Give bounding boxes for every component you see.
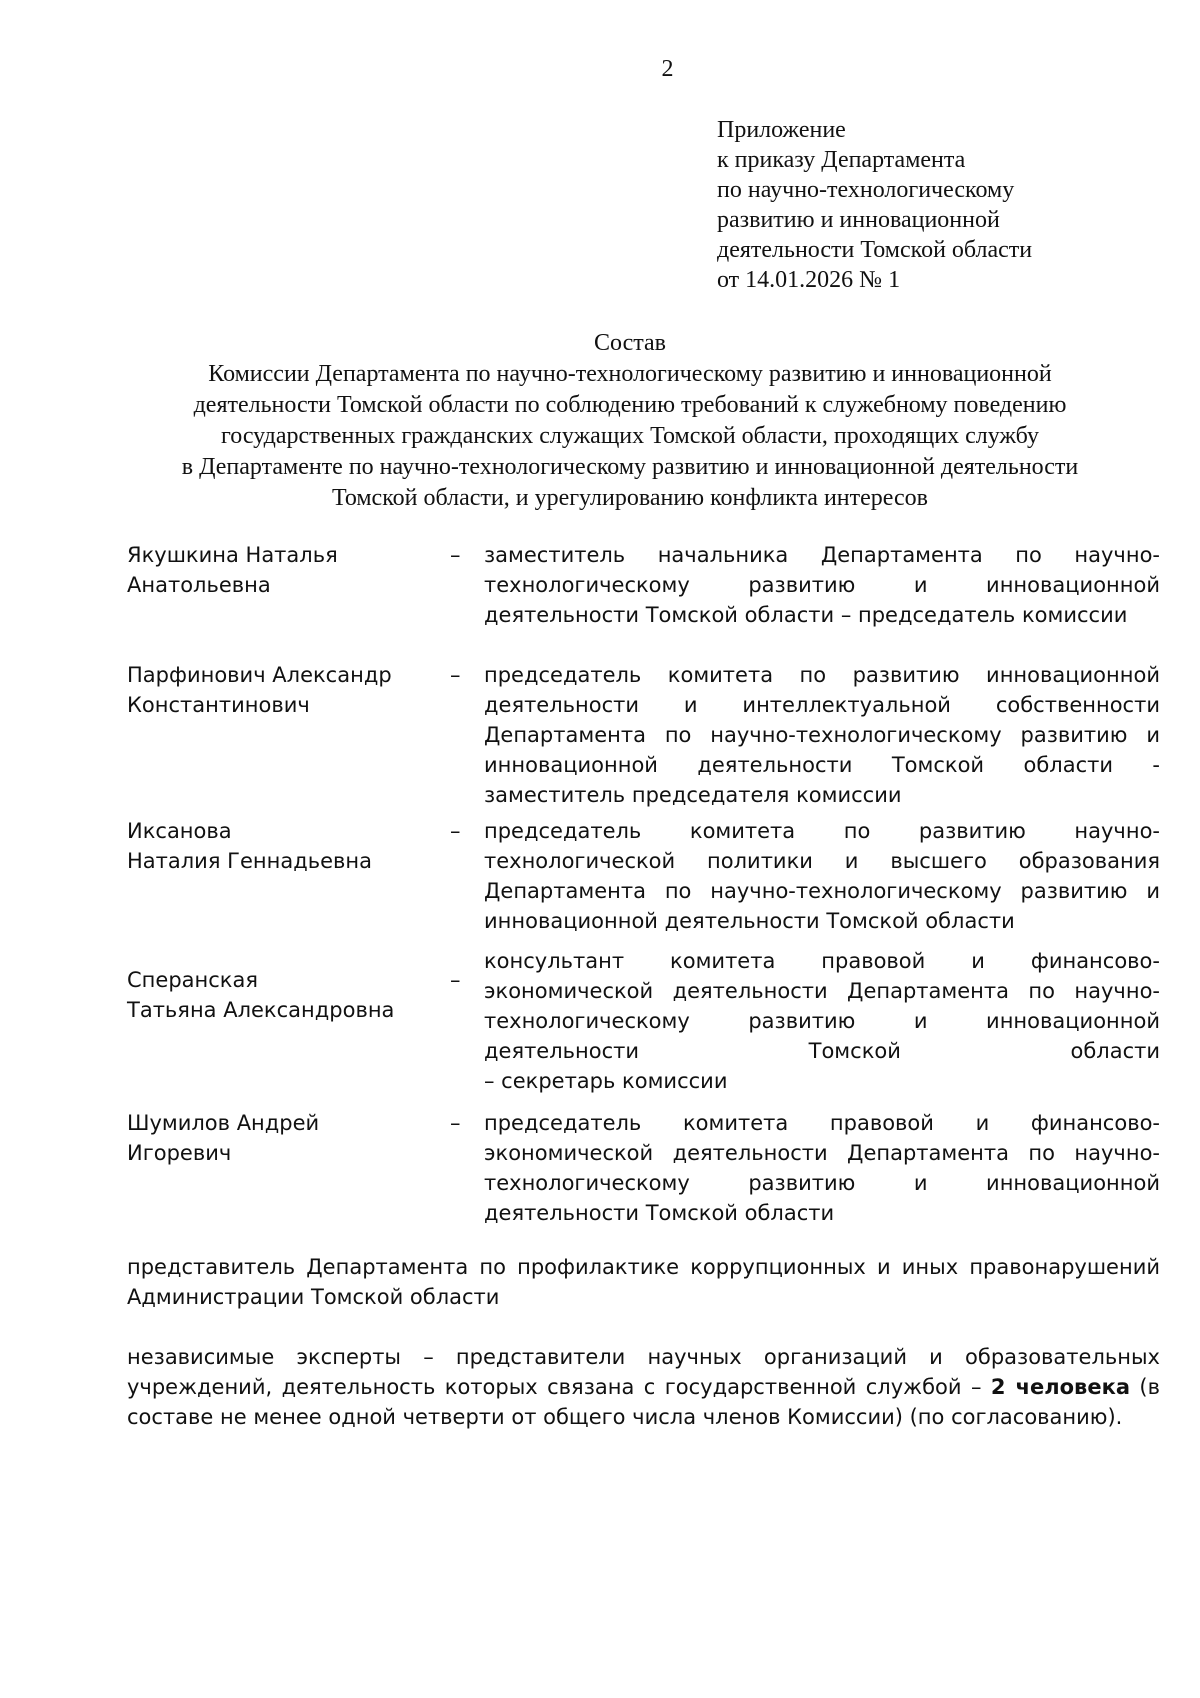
member-name (127, 946, 450, 1025)
appendix-line: к приказу Департамента (717, 147, 966, 173)
appendix-line: развитию и инновационной (717, 207, 1000, 233)
member-role: председатель комитета по развитию инновационной деятельности и интеллектуальной собственности Департамента по научно-технологическому развитию и инновационной деятельности Томской области - заместитель председателя комиссии (484, 663, 1160, 807)
member-name-line: Татьяна Александровна (127, 998, 395, 1022)
member-name (127, 816, 450, 876)
member-role: заместитель начальника Департамента по научно-технологическому развитию и инновационной деятельности Томской области – председатель комиссии (484, 543, 1160, 627)
member-name-line: Константинович (127, 693, 310, 717)
member-row (127, 540, 1160, 630)
member-dash: – (450, 543, 461, 567)
member-name (127, 1108, 450, 1168)
member-name-line: Парфинович Александр (127, 663, 392, 687)
additional-members (127, 1252, 1160, 1432)
title-line: деятельности Томской области по соблюдению требований к служебному поведению (193, 392, 1067, 418)
member-name-line: Наталия Геннадьевна (127, 849, 372, 873)
title-line: Томской области, и урегулированию конфликта интересов (331, 485, 929, 511)
members-list (127, 540, 1160, 1228)
page-number: 2 (661, 56, 674, 82)
appendix-line: деятельности Томской области (717, 237, 1033, 263)
appendix-line: Приложение (717, 117, 846, 143)
experts-note: (в составе не менее одной четверти от общего числа членов Комиссии) (по согласованию). (127, 1375, 1160, 1429)
member-row (127, 816, 1160, 936)
member-name-line: Якушкина Наталья (127, 543, 338, 567)
member-role (484, 946, 1160, 1096)
member-name (127, 540, 450, 600)
experts-text: независимые эксперты – представители научных организаций и образовательных учреждений, деятельность которых связана с государственной службой – (127, 1345, 1160, 1399)
member-role: председатель комитета по развитию научно-технологической политики и высшего образования Департамента по научно-технологическому развитию и инновационной деятельности Томской области (484, 819, 1160, 933)
title-line: государственных гражданских служащих Томской области, проходящих службу (221, 423, 1039, 449)
member-name-line: Иксанова (127, 819, 232, 843)
appendix-block (717, 115, 1032, 295)
member-row (127, 660, 1160, 810)
member-dash: – (450, 819, 461, 843)
member-row (127, 946, 1160, 1096)
experts-count: 2 человека (990, 1375, 1130, 1399)
representative-paragraph: представитель Департамента по профилактике коррупционных и иных правонарушений Администрации Томской области (127, 1255, 1160, 1309)
title-line: Комиссии Департамента по научно-технологическому развитию и инновационной (208, 361, 1052, 387)
member-name-line: Анатольевна (127, 573, 271, 597)
title-line: в Департаменте по научно-технологическому развитию и инновационной деятельности (181, 454, 1079, 480)
member-name-line: Игоревич (127, 1141, 232, 1165)
member-role: председатель комитета правовой и финансово-экономической деятельности Департамента по научно-технологическому развитию и инновационной деятельности Томской области (484, 1111, 1160, 1225)
title-heading: Состав (593, 330, 667, 356)
member-role-tail: – секретарь комиссии (484, 1069, 728, 1093)
member-row (127, 1108, 1160, 1228)
member-role-text: консультант комитета правовой и финансово-экономической деятельности Департамента по научно-технологическому развитию и инновационной деятельности Томской области (484, 949, 1160, 1063)
experts-paragraph (127, 1342, 1160, 1432)
member-name (127, 660, 450, 720)
member-dash: – (450, 968, 461, 992)
member-dash: – (450, 663, 461, 687)
member-name-line: Шумилов Андрей (127, 1111, 320, 1135)
member-dash: – (450, 1111, 461, 1135)
appendix-line: по научно-технологическому (717, 177, 1015, 203)
document-title (100, 328, 1160, 514)
appendix-line: от 14.01.2026 № 1 (717, 267, 901, 293)
member-name-line: Сперанская (127, 968, 258, 992)
